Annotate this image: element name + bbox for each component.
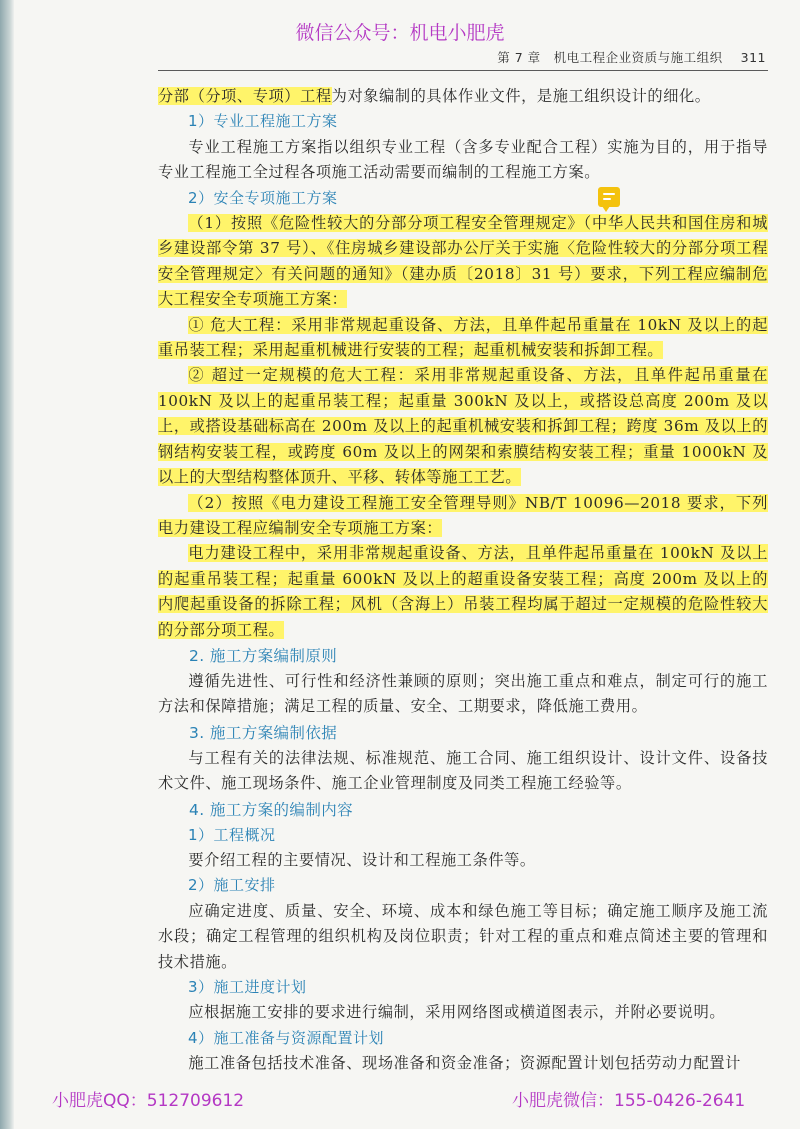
chapter-title: 第 7 章 机电工程企业资质与施工组织 <box>497 50 723 65</box>
paragraph-safety-1a: ① 危大工程：采用非常规起重设备、方法，且单件起吊重量在 10kN 及以上的起重吊装工程；采用起重机械进行安装的工程；起重机械安装和拆卸工程。 <box>158 315 768 360</box>
heading-special-plan: 1）专业工程施工方案 <box>188 112 338 131</box>
paragraph-arrangement: 应确定进度、质量、安全、环境、成本和绿色施工等目标；确定施工顺序及施工流水段；确定工程管理的组织机构及岗位职责；针对工程的重点和难点简述主要的管理和技术措施。 <box>158 901 768 971</box>
paragraph-safety-1: （1）按照《危险性较大的分部分项工程安全管理规定》（中华人民共和国住房和城乡建设部令第 37 号）、《住房城乡建设部办公厅关于实施〈危险性较大的分部分项工程安全管理规定〉有关问题的通知》（建办质〔2018〕31 号）要求，下列工程应编制危大工程安全专项施工方案： <box>158 214 768 309</box>
heading-arrangement: 2）施工安排 <box>188 876 276 895</box>
paragraph-safety-1b: ② 超过一定规模的危大工程：采用非常规起重设备、方法，且单件起吊重量在 100kN 及以上的起重吊装工程；起重量 300kN 及以上，或搭设总高度 200m 及以上，或搭设基础标高在 200m 及以上的起重机械安装和拆卸工程；跨度 36m 及以上的钢结构安装工程，或跨度 60m 及以上的网架和索膜结构安装工程；重量 1000kN 及以上的大型结构整体顶升、平移、转体等施工工艺。 <box>158 366 768 487</box>
heading-principle: 2. 施工方案编制原则 <box>189 646 338 665</box>
heading-content: 4. 施工方案的编制内容 <box>189 800 354 819</box>
watermark-wechat: 小肥虎微信：155-0426-2641 <box>512 1091 746 1111</box>
heading-schedule: 3）施工进度计划 <box>188 978 307 996</box>
paragraph-overview: 要介绍工程的主要情况、设计和工程施工条件等。 <box>188 850 536 869</box>
watermark-qq: 小肥虎QQ：512709612 <box>52 1091 245 1111</box>
heading-safety-plan: 2）安全专项施工方案 <box>188 188 338 207</box>
paragraph-intro: 分部（分项、专项）工程为对象编制的具体作业文件，是施工组织设计的细化。 <box>158 87 711 105</box>
watermark-top: 微信公众号：机电小肥虎 <box>295 22 505 44</box>
highlight: 分部（分项、专项）工程 <box>158 87 332 105</box>
paragraph-preparation: 施工准备包括技术准备、现场准备和资金准备；资源配置计划包括劳动力配置计 <box>188 1054 741 1073</box>
page-body <box>158 84 768 1077</box>
header-rule <box>158 70 768 71</box>
paragraph-schedule: 应根据施工安排的要求进行编制，采用网络图或横道图表示，并附必要说明。 <box>188 1003 726 1022</box>
heading-overview: 1）工程概况 <box>188 825 276 844</box>
paragraph-safety-2a: 电力建设工程中，采用非常规起重设备、方法，且单件起吊重量在 100kN 及以上的起重吊装工程；起重量 600kN 及以上的超重设备安装工程；高度 200m 及以上的内爬起重设备的拆除工程；风机（含海上）吊装工程均属于超过一定规模的危险性较大的分部分项工程。 <box>158 544 768 639</box>
heading-basis: 3. 施工方案编制依据 <box>189 723 338 742</box>
heading-preparation: 4）施工准备与资源配置计划 <box>188 1028 385 1047</box>
paragraph-basis: 与工程有关的法律法规、标准规范、施工合同、施工组织设计、设计文件、设备技术文件、施工现场条件、施工企业管理制度及同类工程施工经验等。 <box>158 748 768 793</box>
book-spine-shadow <box>0 0 14 1129</box>
paragraph-safety-2: （2）按照《电力建设工程施工安全管理导则》NB/T 10096—2018 要求，下列电力建设工程应编制安全专项施工方案： <box>158 493 768 537</box>
page-number: 311 <box>740 50 766 65</box>
paragraph-special-plan: 专业工程施工方案指以组织专业工程（含多专业配合工程）实施为目的，用于指导专业工程施工全过程各项施工活动需要而编制的工程施工方案。 <box>158 137 768 182</box>
running-header <box>497 48 766 66</box>
paragraph-principle: 遵循先进性、可行性和经济性兼顾的原则；突出施工重点和难点，制定可行的施工方法和保障措施；满足工程的质量、安全、工期要求，降低施工费用。 <box>158 671 768 716</box>
